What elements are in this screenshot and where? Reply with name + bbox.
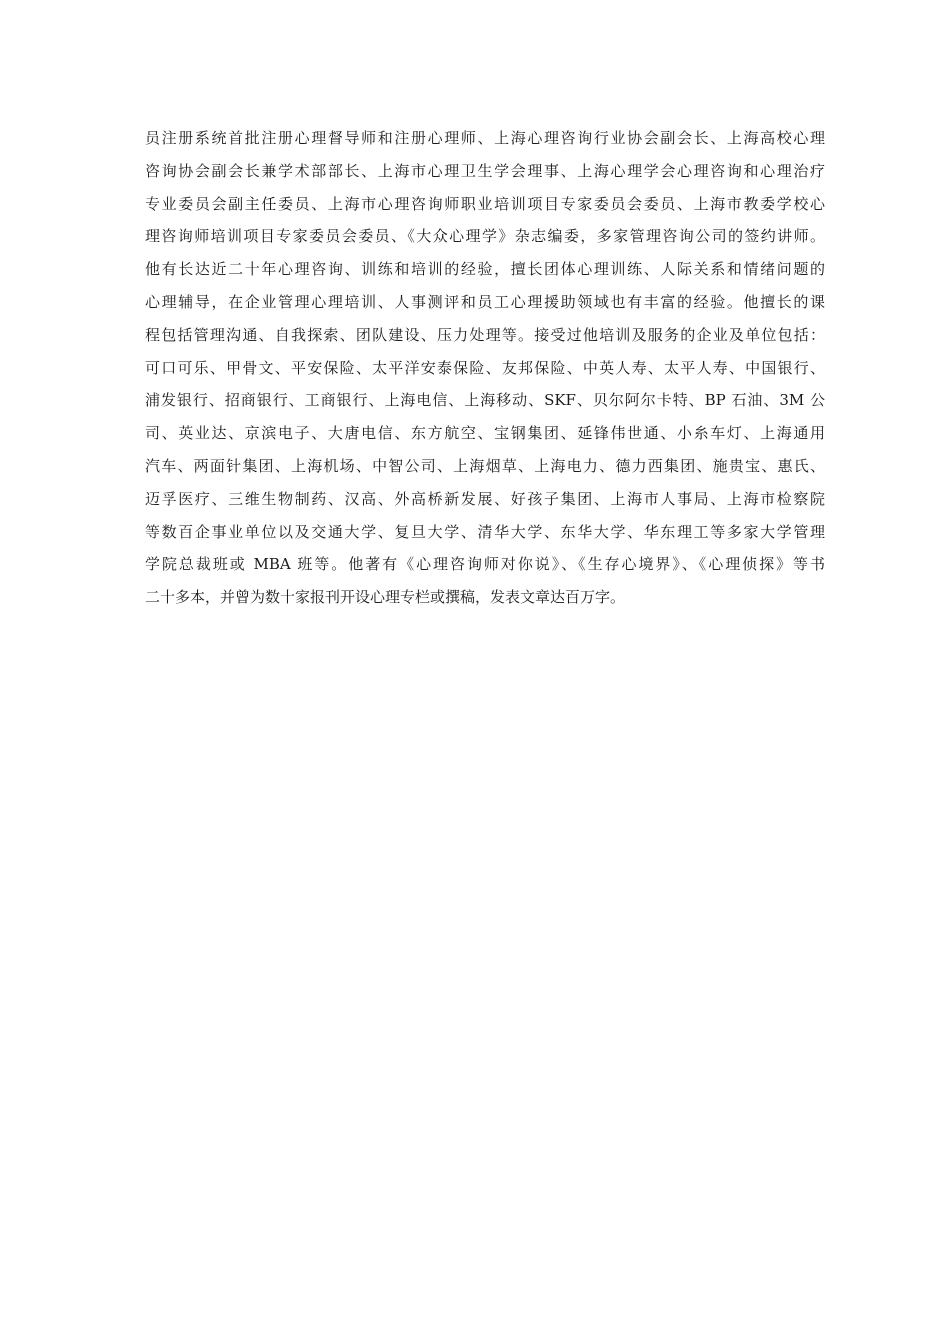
paragraph-line-8: 可口可乐、甲骨文、平安保险、太平洋安泰保险、友邦保险、中英人寿、太平人寿、中国银行、 xyxy=(145,358,825,377)
paragraph-line-9: 浦发银行、招商银行、工商银行、上海电信、上海移动、SKF、贝尔阿尔卡特、BP 石油、3M 公 xyxy=(145,391,825,410)
paragraph-line-4: 理咨询师培训项目专家委员会委员、《大众心理学》杂志编委，多家管理咨询公司的签约讲师。 xyxy=(145,227,825,246)
paragraph-line-1: 员注册系统首批注册心理督导师和注册心理师、上海心理咨询行业协会副会长、上海高校心理 xyxy=(145,129,825,147)
biography-paragraph xyxy=(145,122,825,614)
paragraph-line-10: 司、英业达、京滨电子、大唐电信、东方航空、宝钢集团、延锋伟世通、小糸车灯、上海通用 xyxy=(145,424,825,443)
paragraph-line-7: 程包括管理沟通、自我探索、团队建设、压力处理等。接受过他培训及服务的企业及单位包括： xyxy=(145,325,825,344)
paragraph-line-12: 迈孚医疗、三维生物制药、汉高、外高桥新发展、好孩子集团、上海市人事局、上海市检察院 xyxy=(145,489,825,508)
paragraph-line-13: 等数百企事业单位以及交通大学、复旦大学、清华大学、东华大学、华东理工等多家大学管理 xyxy=(145,522,825,541)
paragraph-line-11: 汽车、两面针集团、上海机场、中智公司、上海烟草、上海电力、德力西集团、施贵宝、惠氏、 xyxy=(145,456,825,475)
paragraph-line-15: 二十多本，并曾为数十家报刊开设心理专栏或撰稿，发表文章达百万字。 xyxy=(145,588,626,607)
paragraph-line-5: 他有长达近二十年心理咨询、训练和培训的经验，擅长团体心理训练、人际关系和情绪问题的 xyxy=(145,260,825,279)
paragraph-line-2: 咨询协会副会长兼学术部部长、上海市心理卫生学会理事、上海心理学会心理咨询和心理治疗 xyxy=(145,161,825,180)
paragraph-line-6: 心理辅导，在企业管理心理培训、人事测评和员工心理援助领域也有丰富的经验。他擅长的课 xyxy=(145,292,825,311)
paragraph-line-3: 专业委员会副主任委员、上海市心理咨询师职业培训项目专家委员会委员、上海市教委学校心 xyxy=(145,194,825,213)
paragraph-line-14: 学院总裁班或 MBA 班等。他著有《心理咨询师对你说》、《生存心境界》、《心理侦探》等书 xyxy=(145,555,825,574)
